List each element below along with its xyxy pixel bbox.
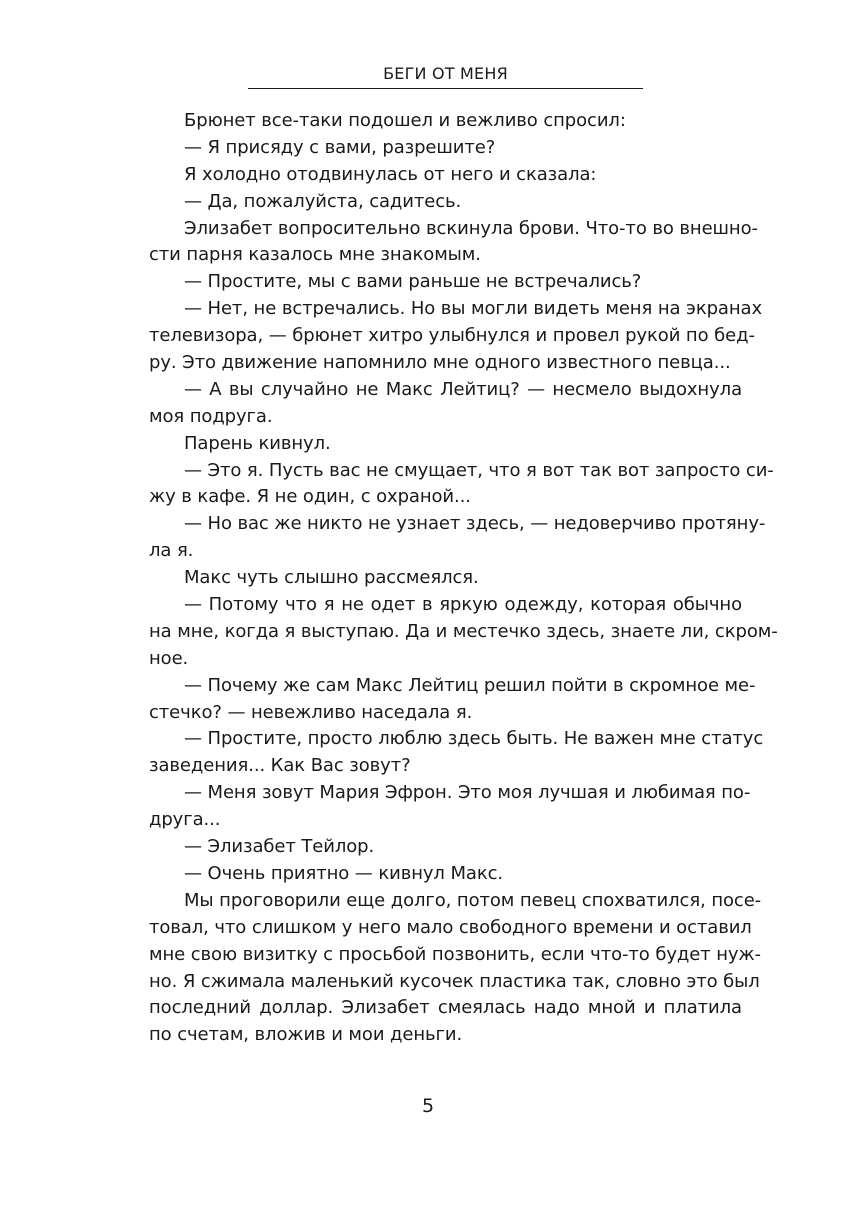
- text-line: сти парня казалось мне знакомым.: [149, 244, 481, 266]
- text-line: — Но вас же никто не узнает здесь, — недоверчиво протяну-: [184, 513, 766, 535]
- text-line: стечко? — невежливо наседала я.: [149, 701, 473, 723]
- text-line: — Элизабет Тейлор.: [184, 836, 375, 858]
- text-line: — А вы случайно не Макс Лейтиц? — несмело выдохнула: [184, 378, 742, 400]
- page-number: 5: [421, 1095, 435, 1117]
- text-line: Я холодно отодвинулась от него и сказала:: [184, 163, 597, 185]
- text-line: Брюнет все-таки подошел и вежливо спросил:: [184, 110, 626, 131]
- header-rule: [248, 88, 643, 89]
- text-line: друга...: [149, 809, 221, 831]
- running-title: БЕГИ ОТ МЕНЯ: [383, 64, 508, 83]
- text-line: ру. Это движение напомнило мне одного известного певца...: [149, 352, 731, 374]
- text-line: Мы проговорили еще долго, потом певец спохватился, посе-: [184, 889, 762, 911]
- body-text: [149, 108, 778, 1049]
- text-line: последний доллар. Элизабет смеялась надо мной и платила: [149, 997, 742, 1019]
- text-line: ное.: [149, 647, 189, 669]
- text-line: — Да, пожалуйста, садитесь.: [184, 190, 462, 212]
- text-line: — Нет, не встречались. Но вы могли видеть меня на экранах: [184, 298, 763, 320]
- text-line: товал, что слишком у него мало свободного времени и оставил: [149, 916, 752, 938]
- text-line: — Меня зовут Мария Эфрон. Это моя лучшая и любимая по-: [184, 782, 751, 804]
- text-line: ла я.: [149, 540, 194, 562]
- text-line: но. Я сжимала маленький кусочек пластика так, словно это был: [149, 970, 760, 992]
- text-line: Парень кивнул.: [184, 432, 331, 454]
- text-line: Элизабет вопросительно вскинула брови. Что-то во внешно-: [184, 217, 758, 239]
- text-line: — Я присяду с вами, разрешите?: [184, 136, 496, 158]
- text-line: телевизора, — брюнет хитро улыбнулся и провел рукой по бед-: [149, 325, 755, 347]
- text-line: жу в кафе. Я не один, с охраной...: [149, 486, 471, 508]
- text-line: заведения... Как Вас зовут?: [149, 755, 411, 777]
- text-line: — Это я. Пусть вас не смущает, что я вот так вот запросто си-: [184, 459, 774, 481]
- text-line: моя подруга.: [149, 405, 273, 427]
- text-line: — Простите, просто люблю здесь быть. Не важен мне статус: [184, 728, 764, 750]
- text-line: — Потому что я не одет в яркую одежду, которая обычно: [184, 594, 742, 616]
- text-line: мне свою визитку с просьбой позвонить, если что-то будет нуж-: [149, 943, 761, 965]
- text-line: — Почему же сам Макс Лейтиц решил пойти в скромное ме-: [184, 674, 756, 696]
- text-line: по счетам, вложив и мои деньги.: [149, 1024, 463, 1046]
- text-line: — Очень приятно — кивнул Макс.: [184, 862, 504, 884]
- text-line: Макс чуть слышно рассмеялся.: [184, 567, 479, 589]
- text-line: — Простите, мы с вами раньше не встречались?: [184, 271, 642, 293]
- text-line: на мне, когда я выступаю. Да и местечко здесь, знаете ли, скром-: [149, 620, 778, 642]
